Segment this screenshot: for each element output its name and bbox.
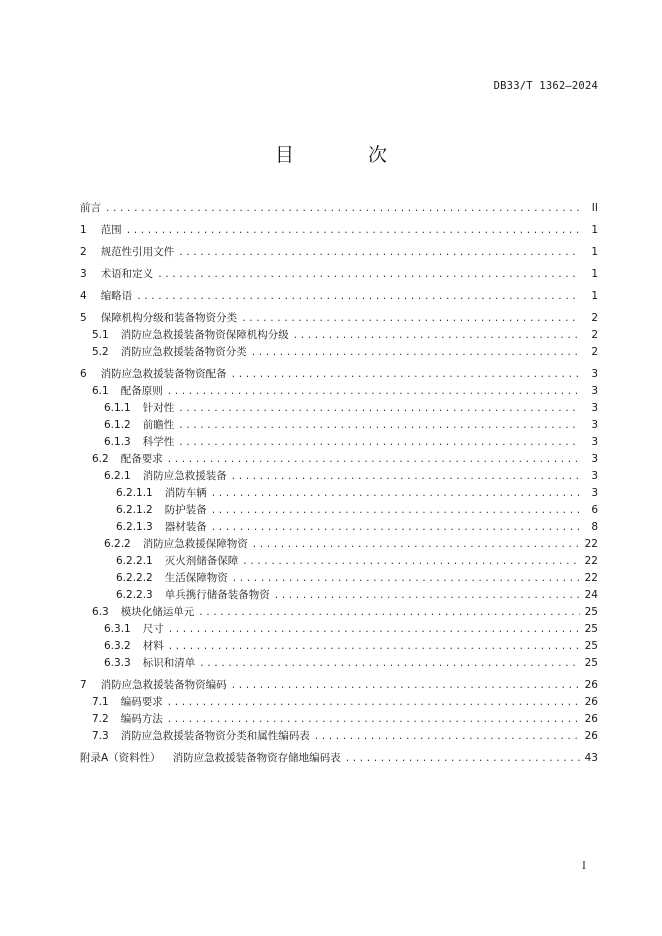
toc-entry-label: 器材装备 xyxy=(164,521,207,533)
toc-entry[interactable] xyxy=(80,366,598,383)
toc-entry[interactable] xyxy=(80,383,598,400)
toc-entry-label: 前言 xyxy=(80,202,101,214)
toc-entry[interactable] xyxy=(80,638,598,655)
toc-entry-number: 6.2.1.3 xyxy=(116,521,153,533)
toc-entry[interactable] xyxy=(80,694,598,711)
toc-entry-number: 6.2.1 xyxy=(104,470,131,482)
toc-dot-leader xyxy=(167,455,580,465)
toc-entry-page: 3 xyxy=(591,402,598,414)
toc-entry-label: 消防应急救援装备物资保障机构分级 xyxy=(120,329,289,341)
toc-entry[interactable] xyxy=(80,519,598,536)
toc-dot-leader xyxy=(274,591,580,601)
toc-dot-leader xyxy=(105,204,580,214)
toc-entry-number: 6.2 xyxy=(92,453,109,465)
page-number: I xyxy=(582,861,586,872)
toc-entry-page: 3 xyxy=(591,487,598,499)
toc-entry-page: 1 xyxy=(591,290,598,302)
toc-entry-label: 术语和定义 xyxy=(100,268,154,280)
toc-entry-number: 6.2.1.2 xyxy=(116,504,153,516)
toc-entry-label: 保障机构分级和装备物资分类 xyxy=(100,312,238,324)
toc-entry-number: 6.2.2.3 xyxy=(116,589,153,601)
toc-entry-page: 22 xyxy=(584,538,598,550)
toc-entry-page: 3 xyxy=(591,453,598,465)
toc-entry[interactable] xyxy=(80,310,598,327)
toc-entry[interactable] xyxy=(80,327,598,344)
toc-dot-leader xyxy=(231,681,580,691)
toc-entry-page: 1 xyxy=(591,246,598,258)
toc-entry-number: 6.1.3 xyxy=(104,436,131,448)
toc-entry[interactable] xyxy=(80,553,598,570)
toc-entry-page: 8 xyxy=(591,521,598,533)
toc-entry-number: 6.1 xyxy=(92,385,109,397)
toc-entry-label: 规范性引用文件 xyxy=(100,246,175,258)
toc-dot-leader xyxy=(211,489,580,499)
toc-entry-page: 24 xyxy=(584,589,598,601)
toc-entry[interactable] xyxy=(80,222,598,239)
toc-entry-page: 2 xyxy=(591,346,598,358)
toc-entry[interactable] xyxy=(80,288,598,305)
toc-entry[interactable] xyxy=(80,750,598,767)
toc-dot-leader xyxy=(293,331,580,341)
toc-entry-label: 消防应急救援装备物资分类 xyxy=(120,346,247,358)
toc-entry-label: 单兵携行储备装备物资 xyxy=(164,589,270,601)
toc-dot-leader xyxy=(136,292,580,302)
toc-entry-page: 22 xyxy=(584,555,598,567)
toc-entry-label: 模块化储运单元 xyxy=(120,606,195,618)
toc-entry-number: 7.2 xyxy=(92,713,109,725)
toc-entry-page: 3 xyxy=(591,419,598,431)
toc-entry[interactable] xyxy=(80,536,598,553)
toc-dot-leader xyxy=(314,732,580,742)
toc-entry[interactable] xyxy=(80,200,598,217)
toc-entry-number: 5.1 xyxy=(92,329,109,341)
toc-entry[interactable] xyxy=(80,244,598,261)
toc-entry[interactable] xyxy=(80,417,598,434)
toc-entry[interactable] xyxy=(80,728,598,745)
toc-dot-leader xyxy=(167,387,580,397)
toc-entry-number: 1 xyxy=(80,224,87,236)
toc-entry-number: 6.3.2 xyxy=(104,640,131,652)
toc-entry-label: 配备原则 xyxy=(120,385,163,397)
toc-entry-page: 2 xyxy=(591,312,598,324)
toc-entry[interactable] xyxy=(80,266,598,283)
toc-entry-number: 6.1.1 xyxy=(104,402,131,414)
toc-entry[interactable] xyxy=(80,677,598,694)
toc-entry-label: 防护装备 xyxy=(164,504,207,516)
document-code: DB33/T 1362—2024 xyxy=(493,80,598,92)
toc-dot-leader xyxy=(178,248,580,258)
toc-entry-page: 25 xyxy=(584,606,598,618)
toc-entry-number: 2 xyxy=(80,246,87,258)
toc-entry-number: 7 xyxy=(80,679,87,691)
toc-dot-leader xyxy=(242,557,580,567)
toc-dot-leader xyxy=(231,370,580,380)
toc-dot-leader xyxy=(168,625,580,635)
toc-entry-number: 6.2.2 xyxy=(104,538,131,550)
toc-entry-label: 消防应急救援装备物资分类和属性编码表 xyxy=(120,730,310,742)
toc-dot-leader xyxy=(178,438,580,448)
toc-dot-leader xyxy=(178,421,580,431)
toc-entry-label: 针对性 xyxy=(142,402,175,414)
toc-entry-label: 尺寸 xyxy=(142,623,164,635)
toc-entry[interactable] xyxy=(80,468,598,485)
toc-entry-page: 3 xyxy=(591,436,598,448)
toc-entry-page: 1 xyxy=(591,224,598,236)
toc-entry-number: 7.3 xyxy=(92,730,109,742)
toc-entry-label: 标识和清单 xyxy=(142,657,196,669)
toc-entry-page: 3 xyxy=(591,385,598,397)
toc-dot-leader xyxy=(178,404,580,414)
toc-dot-leader xyxy=(345,754,580,764)
toc-entry-number: 6.2.2.2 xyxy=(116,572,153,584)
toc-entry[interactable] xyxy=(80,344,598,361)
toc-entry-number: 4 xyxy=(80,290,87,302)
toc-entry-label: 消防应急救援装备物资配备 xyxy=(100,368,227,380)
toc-entry-page: 26 xyxy=(584,696,598,708)
toc-entry-label: 科学性 xyxy=(142,436,175,448)
toc-entry-label: 消防车辆 xyxy=(164,487,207,499)
toc-entry[interactable] xyxy=(80,655,598,672)
toc-entry[interactable] xyxy=(80,604,598,621)
toc-entry-label: 编码方法 xyxy=(120,713,163,725)
toc-dot-leader xyxy=(252,540,580,550)
toc-entry-page: 6 xyxy=(591,504,598,516)
toc-dot-leader xyxy=(241,314,580,324)
toc-entry-label: 前瞻性 xyxy=(142,419,175,431)
toc-entry-number: 附录A（资料性） xyxy=(80,752,161,764)
toc-dot-leader xyxy=(167,715,580,725)
toc-entry-number: 6.2.2.1 xyxy=(116,555,153,567)
toc-entry-number: 7.1 xyxy=(92,696,109,708)
toc-entry-label: 材料 xyxy=(142,640,164,652)
table-of-contents xyxy=(80,200,598,767)
toc-entry-number: 5.2 xyxy=(92,346,109,358)
toc-entry-number: 6.2.1.1 xyxy=(116,487,153,499)
toc-entry-number: 6.1.2 xyxy=(104,419,131,431)
toc-entry[interactable] xyxy=(80,621,598,638)
toc-entry-page: 26 xyxy=(584,730,598,742)
toc-entry-label: 生活保障物资 xyxy=(164,572,228,584)
toc-entry-label: 缩略语 xyxy=(100,290,133,302)
toc-dot-leader xyxy=(199,659,580,669)
toc-entry-page: 43 xyxy=(584,752,598,764)
toc-dot-leader xyxy=(198,608,580,618)
toc-dot-leader xyxy=(126,226,580,236)
toc-entry-page: 3 xyxy=(591,470,598,482)
toc-entry-label: 消防应急救援保障物资 xyxy=(142,538,248,550)
toc-dot-leader xyxy=(231,472,580,482)
toc-entry-number: 6.3.3 xyxy=(104,657,131,669)
toc-entry-label: 消防应急救援装备 xyxy=(142,470,227,482)
toc-entry-page: 22 xyxy=(584,572,598,584)
toc-entry-page: 25 xyxy=(584,640,598,652)
toc-entry[interactable] xyxy=(80,451,598,468)
toc-entry-number: 6.3 xyxy=(92,606,109,618)
toc-entry-label: 范围 xyxy=(100,224,122,236)
toc-entry[interactable] xyxy=(80,587,598,604)
toc-entry[interactable] xyxy=(80,502,598,519)
toc-entry-number: 5 xyxy=(80,312,87,324)
toc-entry-number: 3 xyxy=(80,268,87,280)
toc-entry[interactable] xyxy=(80,434,598,451)
toc-entry-label: 配备要求 xyxy=(120,453,163,465)
toc-entry-page: 25 xyxy=(584,623,598,635)
toc-entry-label: 编码要求 xyxy=(120,696,163,708)
toc-entry[interactable] xyxy=(80,570,598,587)
toc-entry-number: 6 xyxy=(80,368,87,380)
toc-entry[interactable] xyxy=(80,400,598,417)
toc-entry-page: II xyxy=(591,202,598,214)
toc-dot-leader xyxy=(211,523,580,533)
page-title: 目 次 xyxy=(274,144,422,166)
toc-dot-leader xyxy=(168,642,580,652)
toc-dot-leader xyxy=(251,348,580,358)
toc-entry-page: 26 xyxy=(584,679,598,691)
toc-entry-page: 25 xyxy=(584,657,598,669)
toc-entry-page: 3 xyxy=(591,368,598,380)
toc-entry-page: 26 xyxy=(584,713,598,725)
toc-dot-leader xyxy=(167,698,580,708)
toc-entry-label: 消防应急救援装备物资存储地编码表 xyxy=(172,752,341,764)
toc-dot-leader xyxy=(157,270,580,280)
toc-entry-number: 6.3.1 xyxy=(104,623,131,635)
toc-dot-leader xyxy=(232,574,580,584)
toc-entry-page: 2 xyxy=(591,329,598,341)
toc-entry[interactable] xyxy=(80,485,598,502)
toc-entry-label: 灭火剂储备保障 xyxy=(164,555,239,567)
toc-entry[interactable] xyxy=(80,711,598,728)
toc-entry-page: 1 xyxy=(591,268,598,280)
toc-dot-leader xyxy=(211,506,580,516)
toc-entry-label: 消防应急救援装备物资编码 xyxy=(100,679,227,691)
